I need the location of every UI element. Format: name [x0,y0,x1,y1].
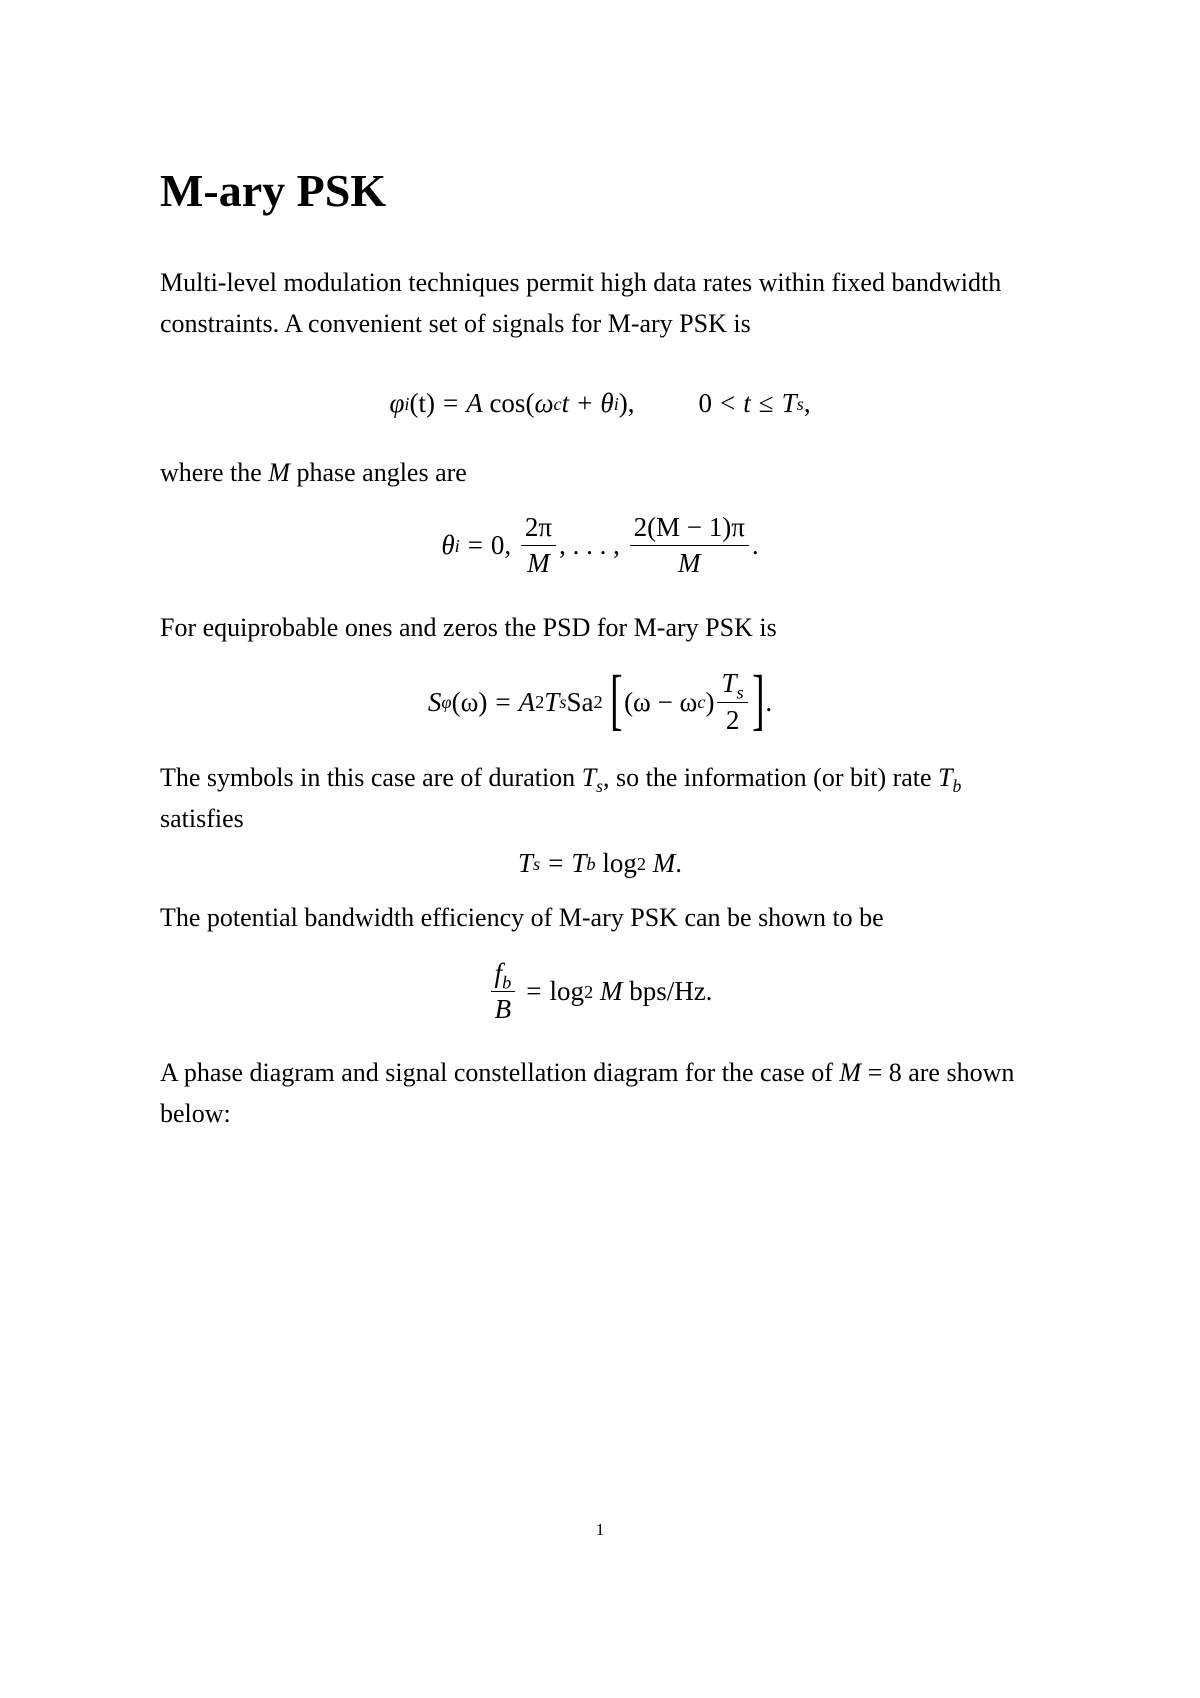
fraction-last-phase: $\frac{2(M - 1)\pi}{M}$ [630,512,749,579]
paragraph-symbol-duration: The symbols in this case are of duration $T_s$, so the information (or bit) rate $T_b$ satisfies [160,763,962,833]
equation-phase-angles: θ i = 0, $\frac{2\pi}{M}$ , . . . , $\frac{2(M - 1)\pi}{M}$ . [441,512,759,579]
paragraph-psd: For equiprobable ones and zeros the PSD for M-ary PSK is [160,613,777,642]
paragraph-bandwidth-efficiency: The potential bandwidth efficiency of M-ary PSK can be shown to be [160,903,884,932]
paragraph-diagram-intro: A phase diagram and signal constellation diagram for the case of M = 8 are shown below: [160,1058,1015,1128]
equation-signal-set: φ i (t) = A cos( ω c t + θ i ), 0 < t ≤ T s , [389,388,811,418]
fraction-2pi-over-m: $\frac{2\pi}{M}$ [521,512,556,579]
paragraph-intro: Multi-level modulation techniques permit high data rates within fixed bandwidth constraints. A convenient set of signals for M-ary PSK is [160,268,1002,338]
fraction-ts-over-2: $\frac{T_s}{2}$ [717,668,747,735]
equation-psd: S φ (ω) = A 2 T s Sa 2 [ (ω − ω c ) $\frac{T_s}{2}$ ] . [427,661,773,737]
paragraph-phase-angles: where the M phase angles are [160,458,467,487]
page-title: M-ary PSK [160,165,387,216]
equation-efficiency: $\frac{f_b}{B}$ = log 2 M bps/Hz. [0,958,1200,1025]
page-number: 1 [595,1520,605,1539]
fraction-fb-over-b: $\frac{f_b}{B}$ [491,958,516,1025]
equation-symbol-rate: T s = T b log 2 M . [517,848,683,878]
